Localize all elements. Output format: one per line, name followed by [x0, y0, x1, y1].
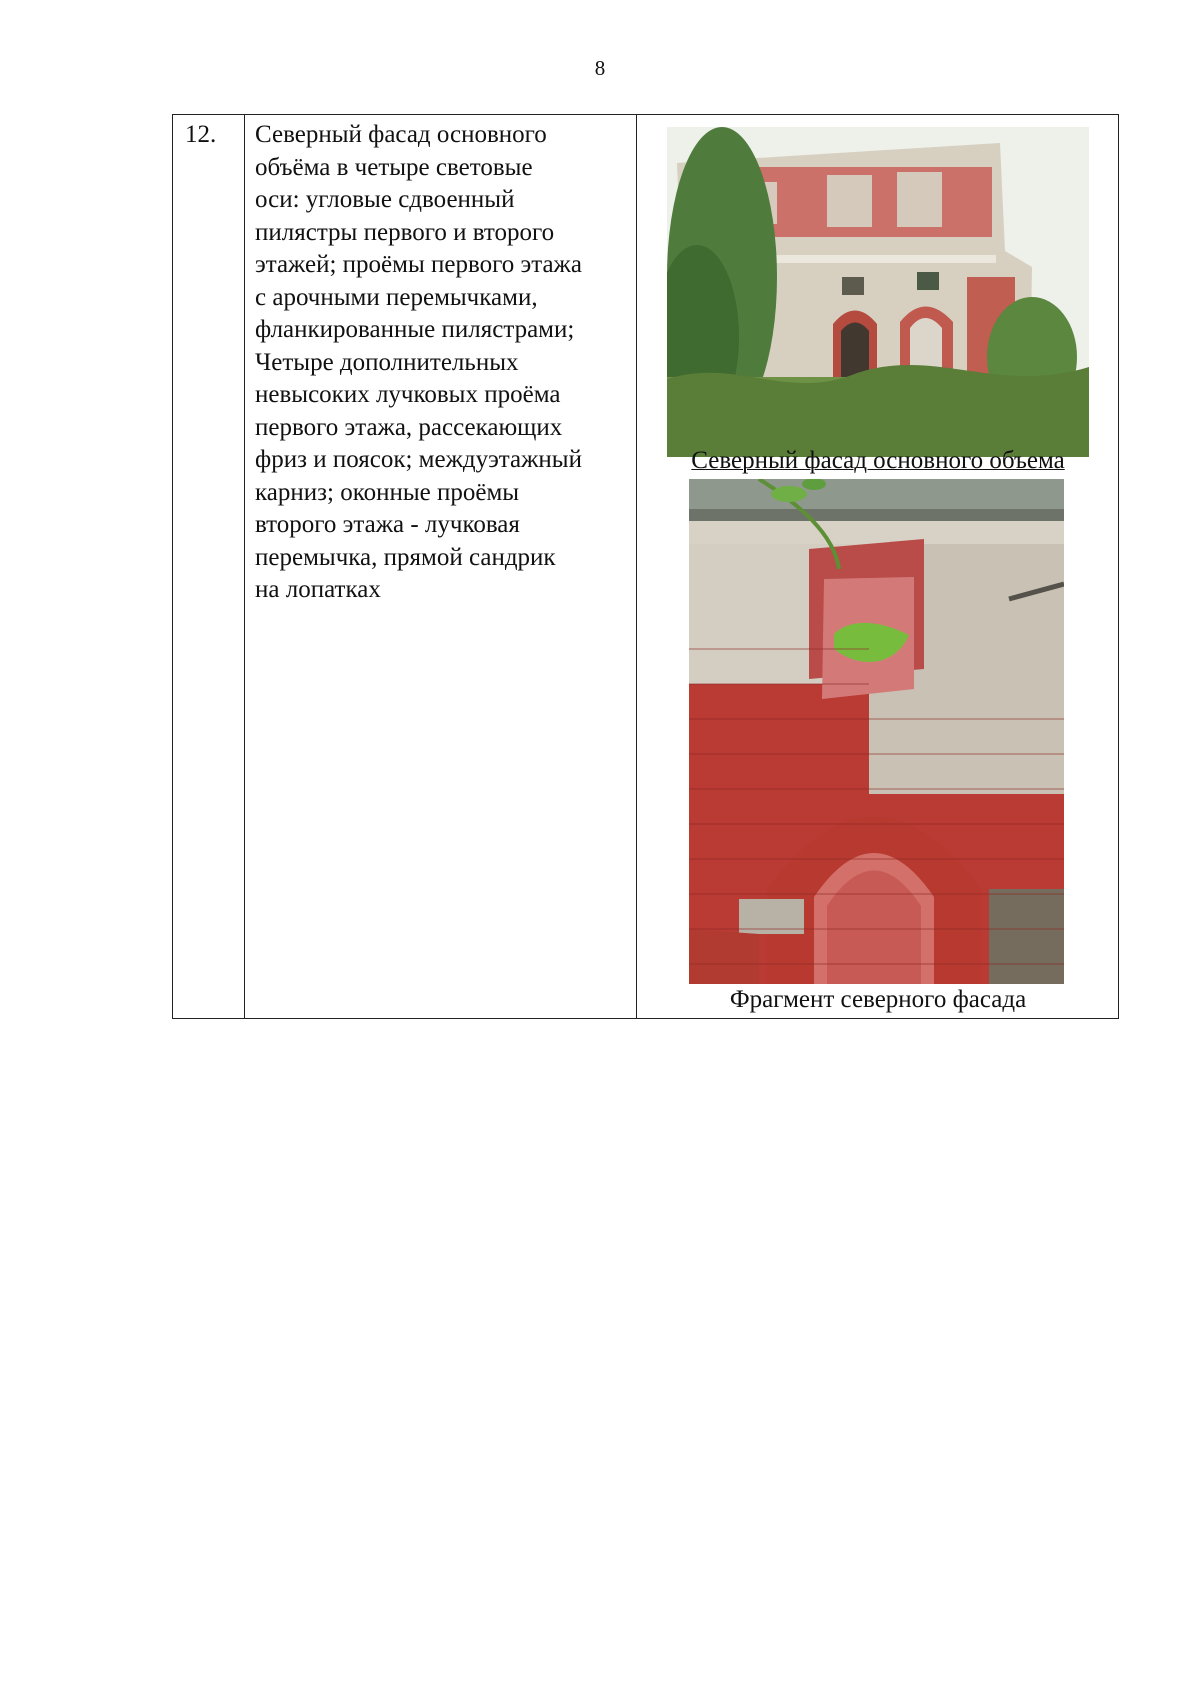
north-facade-fragment-photo	[689, 479, 1064, 984]
facade-fragment-illustration	[689, 479, 1064, 984]
facade-description: Северный фасад основного объёма в четыре световые оси: угловые сдвоенный пилястры первого и второго этажей; проёмы первого этажа с арочными перемычками, фланкированные пилястрами; Четыре дополнительных невысоких лучковых проёма первого этажа, рассекающих фриз и поясок; междуэтажный карниз; оконные проёмы второго этажа - лучковая перемычка, прямой сандрик на лопатках	[255, 121, 582, 603]
photo-cell	[637, 115, 1119, 1019]
row-number-cell	[173, 115, 245, 1019]
page-number: 8	[594, 56, 606, 80]
description-cell	[245, 115, 637, 1019]
north-facade-illustration	[667, 127, 1089, 457]
photo-caption-north-facade-fragment: Фрагмент северного фасада	[729, 986, 1027, 1013]
table-row	[173, 115, 1119, 1019]
row-number: 12.	[185, 121, 217, 148]
photo-column	[637, 115, 1119, 1018]
monument-description-table	[172, 114, 1119, 1019]
north-facade-photo	[667, 127, 1089, 457]
photo-caption-north-facade: Северный фасад основного объема	[691, 447, 1065, 474]
